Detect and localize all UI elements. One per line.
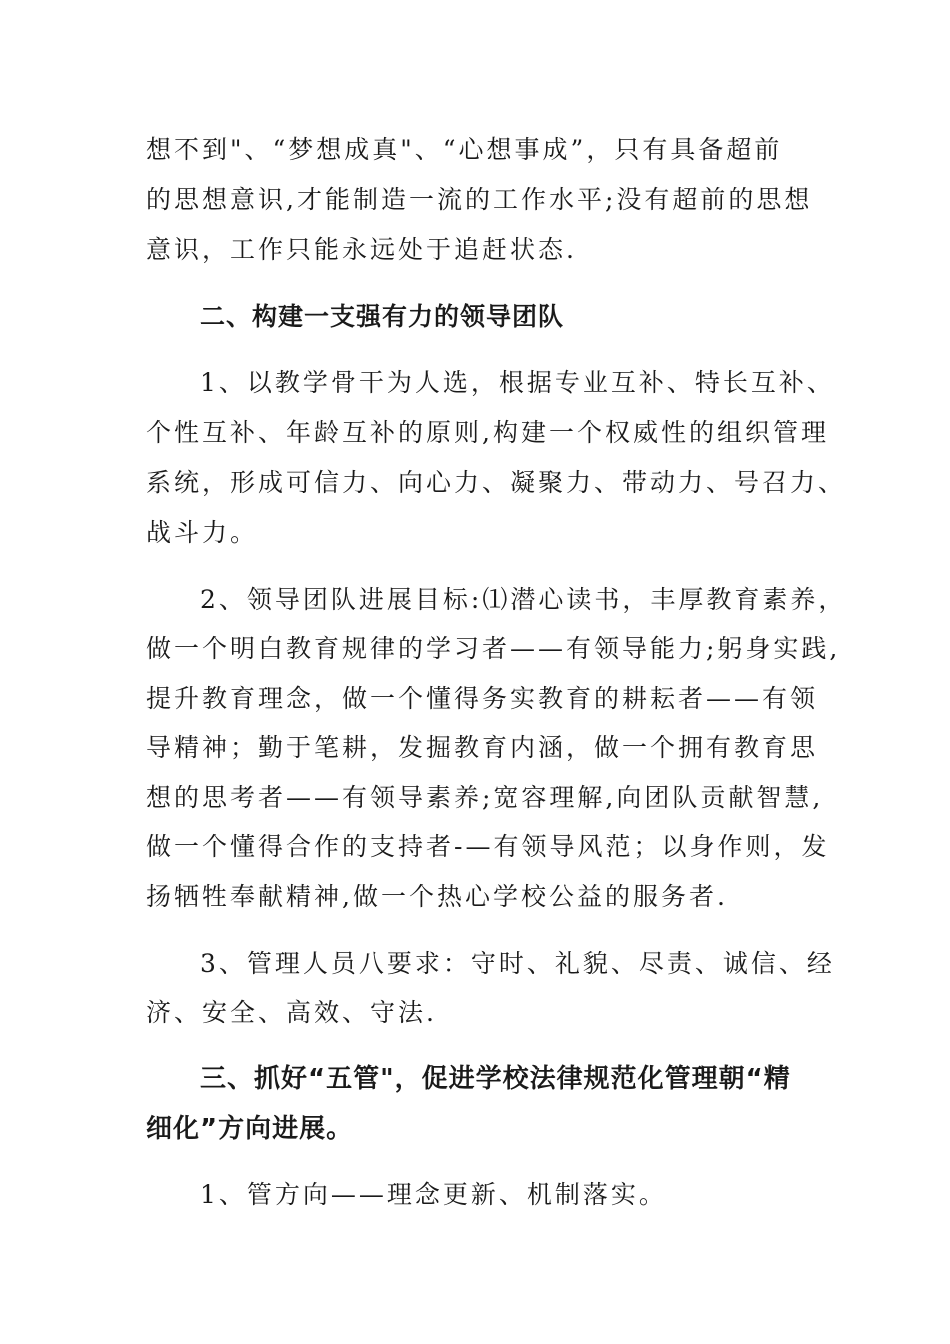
- paragraph-line: 1、管方向——理念更新、机制落实。: [200, 1180, 667, 1209]
- paragraph-line: 提升教育理念，做一个懂得务实教育的耕耘者——有领: [146, 684, 819, 713]
- paragraph-line: 系统，形成可信力、向心力、凝聚力、带动力、号召力、: [146, 468, 847, 497]
- paragraph-line: 意识，工作只能永远处于追赶状态.: [146, 235, 577, 264]
- paragraph-line: 做一个明白教育规律的学习者——有领导能力;躬身实践,: [146, 634, 841, 663]
- paragraph-line: 个性互补、年龄互补的原则,构建一个权威性的组织管理: [146, 418, 829, 447]
- paragraph-line: 想的思考者——有领导素养;宽容理解,向团队贡献智慧,: [146, 783, 824, 812]
- paragraph-line: 3、管理人员八要求：守时、礼貌、尽责、诚信、经: [200, 949, 835, 978]
- paragraph-line: 1、以教学骨干为人选，根据专业互补、特长互补、: [200, 368, 835, 397]
- paragraph-line: 导精神；勤于笔耕，发掘教育内涵，做一个拥有教育思: [146, 733, 819, 762]
- paragraph-line: 2、领导团队进展目标:⑴潜心读书，丰厚教育素养，: [200, 585, 847, 614]
- paragraph-line: 扬牺牲奉献精神,做一个热心学校公益的服务者.: [146, 882, 728, 911]
- paragraph-line: 战斗力。: [146, 518, 259, 547]
- paragraph-line: 做一个懂得合作的支持者-—有领导风范；以身作则，发: [146, 832, 830, 861]
- paragraph-line: 的思想意识,才能制造一流的工作水平;没有超前的思想: [146, 185, 813, 214]
- section-heading-3: 三、抓好“五管"，促进学校法律规范化管理朝“精: [200, 1064, 791, 1094]
- paragraph-line: 济、安全、高效、守法.: [146, 998, 437, 1027]
- section-heading-2: 二、构建一支强有力的领导团队: [200, 302, 565, 331]
- section-heading-3-continued: 细化”方向进展。: [146, 1114, 354, 1144]
- paragraph-line: 想不到"、“梦想成真"、“心想事成”，只有具备超前: [146, 135, 783, 164]
